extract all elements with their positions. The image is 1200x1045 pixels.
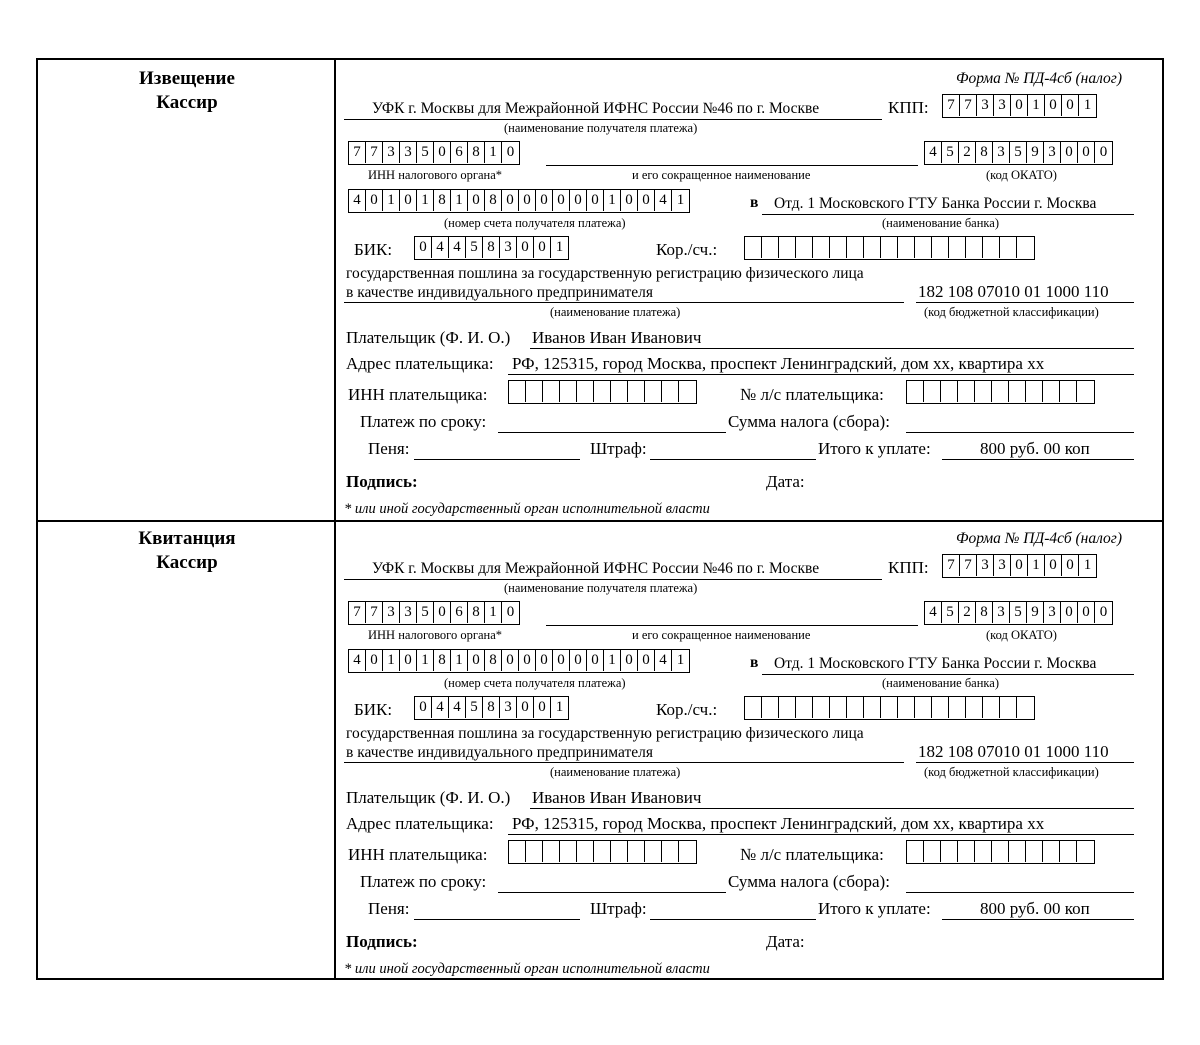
digit-cell: 3 xyxy=(500,697,517,718)
signature-label: Подпись: xyxy=(346,472,418,491)
digit-cell: 1 xyxy=(417,190,434,211)
digit-cell: 5 xyxy=(466,237,483,258)
digit-cell xyxy=(526,381,543,402)
digit-cell xyxy=(1060,381,1077,402)
kbk-caption: (код бюджетной классификации) xyxy=(924,765,1099,779)
fine-label: Штраф: xyxy=(590,439,647,458)
digit-cell: 3 xyxy=(383,142,400,163)
tax-inn-caption: ИНН налогового органа* xyxy=(368,628,503,642)
digit-cell: 3 xyxy=(977,95,994,116)
digit-cell: 0 xyxy=(1045,95,1062,116)
recipient-caption: (наименование получателя платежа) xyxy=(504,121,698,135)
digit-cell: 1 xyxy=(555,239,564,255)
bik-label: БИК: xyxy=(354,240,393,259)
digit-cell xyxy=(830,697,847,718)
digit-cell: 8 xyxy=(434,190,451,211)
digit-cell: 5 xyxy=(942,142,959,163)
digit-cell: 1 xyxy=(555,699,564,715)
digit-cell: 4 xyxy=(655,650,672,671)
okato-caption: (код ОКАТО) xyxy=(986,168,1057,182)
digit-cell: 0 xyxy=(506,144,515,160)
payment-line-2: в качестве индивидуального предпринимателя xyxy=(346,744,653,761)
digit-cell: 0 xyxy=(621,650,638,671)
bank-caption: (наименование банка) xyxy=(882,216,1000,230)
okato-cells xyxy=(924,601,1113,625)
payer-address: РФ, 125315, город Москва, проспект Ленинградский, дом хх, квартира хх xyxy=(512,814,1045,833)
digit-cell: 3 xyxy=(994,95,1011,116)
digit-cell xyxy=(779,237,796,258)
section-label-column xyxy=(38,60,336,520)
digit-cell: 4 xyxy=(449,237,466,258)
footnote: * или иной государственный орган исполнительной власти xyxy=(344,501,710,517)
digit-cell: 7 xyxy=(943,555,960,576)
okato-cells xyxy=(924,141,1113,165)
digit-cell: 0 xyxy=(1099,604,1108,620)
section-fields xyxy=(336,60,1162,520)
account-no-cells xyxy=(906,380,1095,404)
short-name-caption: и его сокращенное наименование xyxy=(632,628,811,642)
digit-cell: 0 xyxy=(400,650,417,671)
digit-cell: 3 xyxy=(993,142,1010,163)
digit-cell xyxy=(932,237,949,258)
bik-cells xyxy=(414,236,569,260)
digit-cell: 0 xyxy=(638,650,655,671)
digit-cell: 4 xyxy=(432,697,449,718)
recipient-name: УФК г. Москвы для Межрайонной ИФНС России №46 по г. Москве xyxy=(372,560,820,577)
digit-cell xyxy=(1009,841,1026,862)
payer-name: Иванов Иван Иванович xyxy=(532,788,702,807)
digit-cell: 4 xyxy=(349,190,366,211)
kbk-value: 182 108 07010 01 1000 110 xyxy=(918,742,1109,761)
digit-cell: 0 xyxy=(1011,95,1028,116)
bank-prefix: в xyxy=(750,654,759,671)
digit-cell xyxy=(679,381,696,402)
digit-cell xyxy=(881,697,898,718)
digit-cell xyxy=(1026,381,1043,402)
digit-cell: 3 xyxy=(500,237,517,258)
payment-form xyxy=(36,58,1164,980)
tax-inn-cells xyxy=(348,141,520,165)
footnote: * или иной государственный орган исполнительной власти xyxy=(344,961,710,977)
payer-address: РФ, 125315, город Москва, проспект Ленинградский, дом хх, квартира хх xyxy=(512,354,1045,373)
digit-cell: 1 xyxy=(485,602,502,623)
account-cells xyxy=(348,649,690,673)
digit-cell: 0 xyxy=(1062,95,1079,116)
recipient-caption: (наименование получателя платежа) xyxy=(504,581,698,595)
digit-cell xyxy=(983,697,1000,718)
digit-cell: 7 xyxy=(366,142,383,163)
digit-cell xyxy=(983,237,1000,258)
digit-cell: 8 xyxy=(976,602,993,623)
form-label: Форма № ПД-4сб (налог) xyxy=(956,70,1123,87)
bank-caption: (наименование банка) xyxy=(882,676,1000,690)
digit-cell: 1 xyxy=(1083,97,1092,113)
digit-cell xyxy=(1077,841,1094,862)
digit-cell: 1 xyxy=(1028,555,1045,576)
digit-cell: 3 xyxy=(1044,142,1061,163)
digit-cell xyxy=(847,697,864,718)
digit-cell xyxy=(762,237,779,258)
section-title: Квитанция xyxy=(138,528,236,549)
digit-cell: 4 xyxy=(349,650,366,671)
digit-cell: 3 xyxy=(994,555,1011,576)
address-label: Адрес плательщика: xyxy=(346,354,494,373)
bank-name: Отд. 1 Московского ГТУ Банка России г. Москва xyxy=(774,195,1097,212)
digit-cell xyxy=(1009,381,1026,402)
digit-cell: 0 xyxy=(587,650,604,671)
digit-cell xyxy=(662,841,679,862)
payment-caption: (наименование платежа) xyxy=(550,765,681,779)
digit-cell: 1 xyxy=(451,650,468,671)
digit-cell xyxy=(941,841,958,862)
digit-cell: 0 xyxy=(638,190,655,211)
digit-cell: 0 xyxy=(570,650,587,671)
kpp-cells xyxy=(942,94,1097,118)
korr-cells xyxy=(744,236,1035,260)
digit-cell xyxy=(1043,381,1060,402)
digit-cell xyxy=(1017,237,1034,258)
digit-cell: 0 xyxy=(400,190,417,211)
payment-line-1: государственная пошлина за государственную регистрацию физического лица xyxy=(346,725,864,742)
digit-cell: 2 xyxy=(959,142,976,163)
digit-cell: 1 xyxy=(383,650,400,671)
digit-cell: 1 xyxy=(676,192,685,208)
section-title: Извещение xyxy=(139,68,235,89)
tax-sum-label: Сумма налога (сбора): xyxy=(728,412,890,431)
digit-cell xyxy=(645,381,662,402)
digit-cell: 1 xyxy=(1028,95,1045,116)
digit-cell: 7 xyxy=(960,95,977,116)
digit-cell: 0 xyxy=(570,190,587,211)
digit-cell xyxy=(577,841,594,862)
digit-cell: 4 xyxy=(655,190,672,211)
digit-cell: 0 xyxy=(519,650,536,671)
payer-name: Иванов Иван Иванович xyxy=(532,328,702,347)
digit-cell: 6 xyxy=(451,602,468,623)
digit-cell: 2 xyxy=(959,602,976,623)
account-caption: (номер счета получателя платежа) xyxy=(444,676,626,690)
digit-cell xyxy=(1077,381,1094,402)
notice-section xyxy=(38,60,1162,522)
digit-cell: 4 xyxy=(449,697,466,718)
digit-cell xyxy=(560,841,577,862)
digit-cell: 0 xyxy=(1045,555,1062,576)
kpp-cells xyxy=(942,554,1097,578)
digit-cell xyxy=(813,697,830,718)
digit-cell: 0 xyxy=(434,602,451,623)
digit-cell: 5 xyxy=(1010,142,1027,163)
digit-cell: 0 xyxy=(517,697,534,718)
due-label: Платеж по сроку: xyxy=(360,412,487,431)
digit-cell xyxy=(898,237,915,258)
digit-cell xyxy=(966,697,983,718)
account-no-label: № л/с плательщика: xyxy=(740,385,884,404)
digit-cell: 1 xyxy=(604,190,621,211)
digit-cell: 8 xyxy=(434,650,451,671)
kpp-label: КПП: xyxy=(888,558,929,577)
digit-cell xyxy=(762,697,779,718)
digit-cell xyxy=(679,841,696,862)
digit-cell: 0 xyxy=(1078,142,1095,163)
account-no-cells xyxy=(906,840,1095,864)
digit-cell xyxy=(992,841,1009,862)
digit-cell xyxy=(915,237,932,258)
digit-cell xyxy=(949,237,966,258)
digit-cell xyxy=(628,841,645,862)
digit-cell: 7 xyxy=(349,602,366,623)
digit-cell: 4 xyxy=(925,602,942,623)
digit-cell: 1 xyxy=(383,190,400,211)
signature-label: Подпись: xyxy=(346,932,418,951)
digit-cell: 0 xyxy=(468,190,485,211)
digit-cell: 0 xyxy=(415,237,432,258)
account-caption: (номер счета получателя платежа) xyxy=(444,216,626,230)
digit-cell: 0 xyxy=(502,190,519,211)
digit-cell xyxy=(847,237,864,258)
digit-cell: 0 xyxy=(468,650,485,671)
okato-caption: (код ОКАТО) xyxy=(986,628,1057,642)
digit-cell: 1 xyxy=(417,650,434,671)
account-cells xyxy=(348,189,690,213)
digit-cell xyxy=(1000,237,1017,258)
bik-label: БИК: xyxy=(354,700,393,719)
digit-cell xyxy=(560,381,577,402)
digit-cell xyxy=(543,841,560,862)
digit-cell xyxy=(1026,841,1043,862)
total-value: 800 руб. 00 коп xyxy=(980,899,1090,918)
payment-line-2: в качестве индивидуального предпринимателя xyxy=(346,284,653,301)
section-fields xyxy=(336,520,1162,980)
digit-cell xyxy=(611,841,628,862)
digit-cell xyxy=(907,381,924,402)
digit-cell: 8 xyxy=(485,190,502,211)
digit-cell: 5 xyxy=(417,142,434,163)
digit-cell xyxy=(864,237,881,258)
digit-cell xyxy=(907,841,924,862)
payer-inn-label: ИНН плательщика: xyxy=(348,385,488,404)
bank-name: Отд. 1 Московского ГТУ Банка России г. Москва xyxy=(774,655,1097,672)
digit-cell: 5 xyxy=(942,602,959,623)
digit-cell xyxy=(941,381,958,402)
digit-cell: 1 xyxy=(604,650,621,671)
digit-cell: 8 xyxy=(468,142,485,163)
digit-cell xyxy=(924,841,941,862)
digit-cell: 7 xyxy=(349,142,366,163)
payer-inn-label: ИНН плательщика: xyxy=(348,845,488,864)
digit-cell xyxy=(509,841,526,862)
tax-inn-cells xyxy=(348,601,520,625)
digit-cell xyxy=(813,237,830,258)
digit-cell xyxy=(949,697,966,718)
digit-cell: 0 xyxy=(1011,555,1028,576)
digit-cell xyxy=(594,381,611,402)
digit-cell: 5 xyxy=(417,602,434,623)
bank-prefix: в xyxy=(750,194,759,211)
digit-cell: 0 xyxy=(536,650,553,671)
digit-cell: 3 xyxy=(383,602,400,623)
cashier-label: Кассир xyxy=(156,92,218,113)
recipient-name: УФК г. Москвы для Межрайонной ИФНС России №46 по г. Москве xyxy=(372,100,820,117)
kbk-caption: (код бюджетной классификации) xyxy=(924,305,1099,319)
digit-cell xyxy=(958,841,975,862)
digit-cell: 1 xyxy=(485,142,502,163)
digit-cell xyxy=(611,381,628,402)
digit-cell xyxy=(864,697,881,718)
digit-cell xyxy=(992,381,1009,402)
digit-cell: 4 xyxy=(925,142,942,163)
digit-cell xyxy=(594,841,611,862)
digit-cell: 8 xyxy=(483,237,500,258)
tax-inn-caption: ИНН налогового органа* xyxy=(368,168,503,182)
digit-cell: 0 xyxy=(553,190,570,211)
digit-cell: 9 xyxy=(1027,602,1044,623)
digit-cell xyxy=(975,381,992,402)
payment-line-1: государственная пошлина за государственную регистрацию физического лица xyxy=(346,265,864,282)
payer-inn-cells xyxy=(508,380,697,404)
digit-cell: 0 xyxy=(1061,602,1078,623)
digit-cell xyxy=(662,381,679,402)
digit-cell: 0 xyxy=(502,650,519,671)
digit-cell xyxy=(645,841,662,862)
digit-cell: 8 xyxy=(976,142,993,163)
section-label-column xyxy=(38,520,336,980)
digit-cell: 0 xyxy=(1062,555,1079,576)
korr-label: Кор./сч.: xyxy=(656,240,718,259)
digit-cell: 0 xyxy=(1078,602,1095,623)
digit-cell: 6 xyxy=(451,142,468,163)
account-no-label: № л/с плательщика: xyxy=(740,845,884,864)
digit-cell xyxy=(628,381,645,402)
digit-cell: 8 xyxy=(468,602,485,623)
digit-cell xyxy=(796,697,813,718)
digit-cell xyxy=(830,237,847,258)
digit-cell xyxy=(543,381,560,402)
kbk-value: 182 108 07010 01 1000 110 xyxy=(918,282,1109,301)
digit-cell: 0 xyxy=(506,604,515,620)
date-label: Дата: xyxy=(766,932,805,951)
digit-cell: 1 xyxy=(451,190,468,211)
digit-cell xyxy=(898,697,915,718)
digit-cell: 0 xyxy=(536,190,553,211)
digit-cell xyxy=(796,237,813,258)
payment-caption: (наименование платежа) xyxy=(550,305,681,319)
total-value: 800 руб. 00 коп xyxy=(980,439,1090,458)
digit-cell: 0 xyxy=(587,190,604,211)
digit-cell xyxy=(779,697,796,718)
fine-label: Штраф: xyxy=(590,899,647,918)
digit-cell: 0 xyxy=(415,697,432,718)
digit-cell: 0 xyxy=(1061,142,1078,163)
digit-cell: 0 xyxy=(434,142,451,163)
digit-cell xyxy=(958,381,975,402)
digit-cell: 3 xyxy=(993,602,1010,623)
bik-cells xyxy=(414,696,569,720)
digit-cell: 1 xyxy=(1083,557,1092,573)
digit-cell xyxy=(745,697,762,718)
penalty-label: Пеня: xyxy=(368,899,410,918)
date-label: Дата: xyxy=(766,472,805,491)
digit-cell xyxy=(924,381,941,402)
digit-cell xyxy=(745,237,762,258)
digit-cell xyxy=(1060,841,1077,862)
digit-cell xyxy=(966,237,983,258)
total-label: Итого к уплате: xyxy=(818,439,931,458)
digit-cell xyxy=(1043,841,1060,862)
digit-cell: 0 xyxy=(366,650,383,671)
digit-cell xyxy=(932,697,949,718)
digit-cell xyxy=(1017,697,1034,718)
payer-label: Плательщик (Ф. И. О.) xyxy=(346,788,511,807)
cashier-label: Кассир xyxy=(156,552,218,573)
tax-sum-label: Сумма налога (сбора): xyxy=(728,872,890,891)
digit-cell xyxy=(509,381,526,402)
address-label: Адрес плательщика: xyxy=(346,814,494,833)
digit-cell: 8 xyxy=(485,650,502,671)
due-label: Платеж по сроку: xyxy=(360,872,487,891)
digit-cell xyxy=(975,841,992,862)
digit-cell: 8 xyxy=(483,697,500,718)
payer-inn-cells xyxy=(508,840,697,864)
digit-cell: 1 xyxy=(676,652,685,668)
digit-cell: 5 xyxy=(466,697,483,718)
digit-cell: 0 xyxy=(517,237,534,258)
digit-cell: 5 xyxy=(1010,602,1027,623)
korr-label: Кор./сч.: xyxy=(656,700,718,719)
digit-cell: 4 xyxy=(432,237,449,258)
total-label: Итого к уплате: xyxy=(818,899,931,918)
kpp-label: КПП: xyxy=(888,98,929,117)
digit-cell: 0 xyxy=(366,190,383,211)
short-name-caption: и его сокращенное наименование xyxy=(632,168,811,182)
digit-cell xyxy=(526,841,543,862)
korr-cells xyxy=(744,696,1035,720)
digit-cell xyxy=(577,381,594,402)
digit-cell: 7 xyxy=(366,602,383,623)
digit-cell: 9 xyxy=(1027,142,1044,163)
digit-cell: 3 xyxy=(400,602,417,623)
penalty-label: Пеня: xyxy=(368,439,410,458)
digit-cell: 3 xyxy=(1044,602,1061,623)
digit-cell: 7 xyxy=(960,555,977,576)
digit-cell xyxy=(1000,697,1017,718)
digit-cell: 0 xyxy=(534,697,551,718)
form-label: Форма № ПД-4сб (налог) xyxy=(956,530,1123,547)
digit-cell: 0 xyxy=(519,190,536,211)
digit-cell: 0 xyxy=(553,650,570,671)
digit-cell: 0 xyxy=(534,237,551,258)
digit-cell: 0 xyxy=(1099,144,1108,160)
digit-cell: 3 xyxy=(977,555,994,576)
payer-label: Плательщик (Ф. И. О.) xyxy=(346,328,511,347)
digit-cell: 3 xyxy=(400,142,417,163)
digit-cell xyxy=(881,237,898,258)
digit-cell xyxy=(915,697,932,718)
digit-cell: 7 xyxy=(943,95,960,116)
receipt-section xyxy=(38,520,1162,980)
digit-cell: 0 xyxy=(621,190,638,211)
